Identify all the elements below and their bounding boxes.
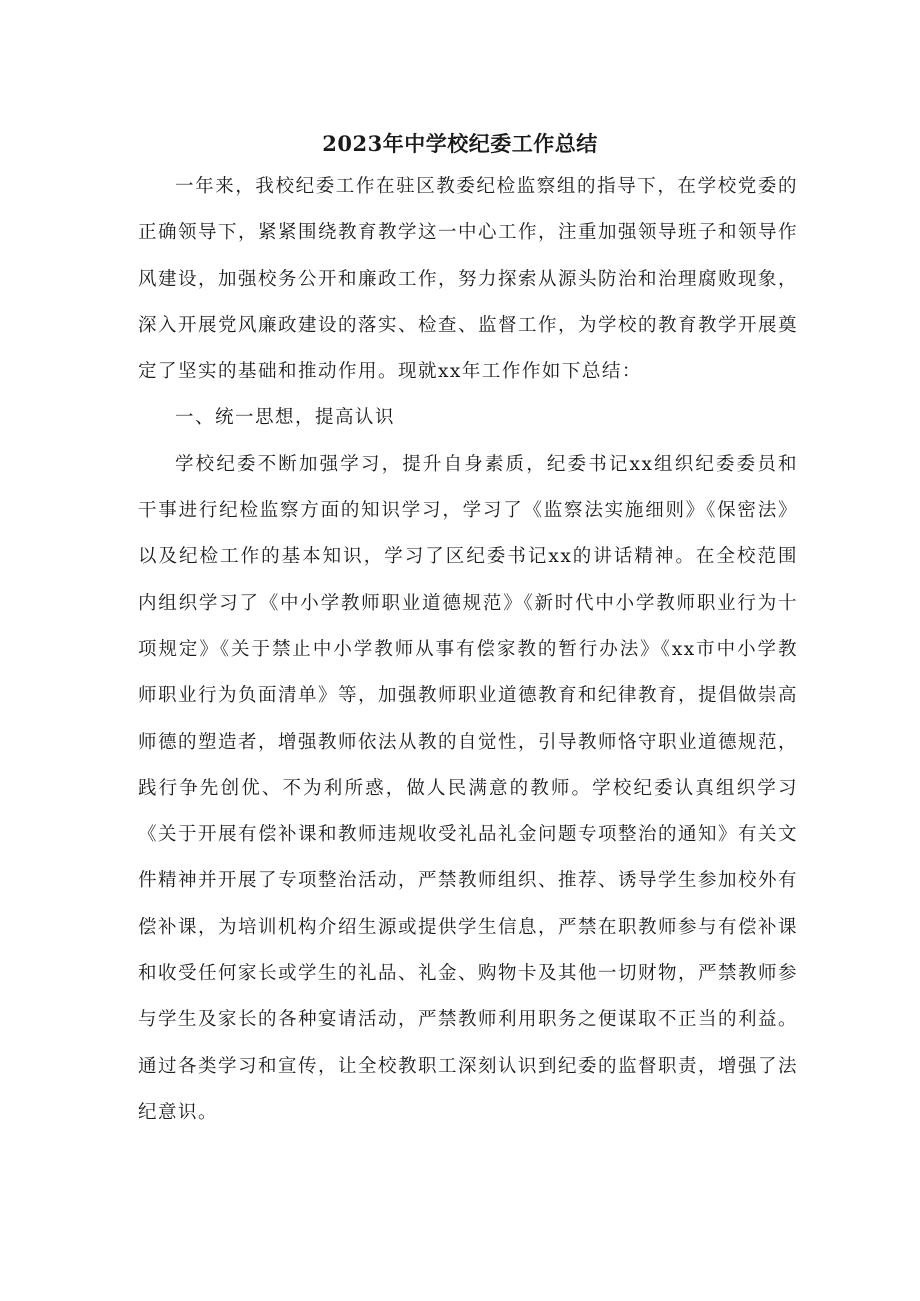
document-body [138, 164, 798, 1136]
section-1-paragraph: 学校纪委不断加强学习，提升自身素质，纪委书记xx组织纪委委员和干事进行纪检监察方面的知识学习，学习了《监察法实施细则》《保密法》以及纪检工作的基本知识，学习了区纪委书记xx的讲话精神。在全校范围内组织学习了《中小学教师职业道德规范》《新时代中小学教师职业行为十项规定》《关于禁止中小学教师从事有偿家教的暂行办法》《xx市中小学教师职业行为负面清单》等，加强教师职业道德教育和纪律教育，提倡做崇高师德的塑造者，增强教师依法从教的自觉性，引导教师恪守职业道德规范，践行争先创优、不为利所惑，做人民满意的教师。学校纪委认真组织学习《关于开展有偿补课和教师违规收受礼品礼金问题专项整治的通知》有关文件精神并开展了专项整治活动，严禁教师组织、推荐、诱导学生参加校外有偿补课，为培训机构介绍生源或提供学生信息，严禁在职教师参与有偿补课和收受任何家长或学生的礼品、礼金、购物卡及其他一切财物，严禁教师参与学生及家长的各种宴请活动，严禁教师利用职务之便谋取不正当的利益。通过各类学习和宣传，让全校教职工深刻认识到纪委的监督职责，增强了法纪意识。 [138, 453, 799, 1123]
section-heading-1: 一、统一思想，提高认识 [175, 407, 396, 429]
document-title: 2023年中学校纪委工作总结 [322, 131, 598, 156]
intro-paragraph: 一年来，我校纪委工作在驻区教委纪检监察组的指导下，在学校党委的正确领导下，紧紧围绕教育教学这一中心工作，注重加强领导班子和领导作风建设，加强校务公开和廉政工作，努力探索从源头防治和治理腐败现象，深入开展党风廉政建设的落实、检查、监督工作，为学校的教育教学开展奠定了坚实的基础和推动作用。现就xx年工作作如下总结： [138, 176, 799, 383]
